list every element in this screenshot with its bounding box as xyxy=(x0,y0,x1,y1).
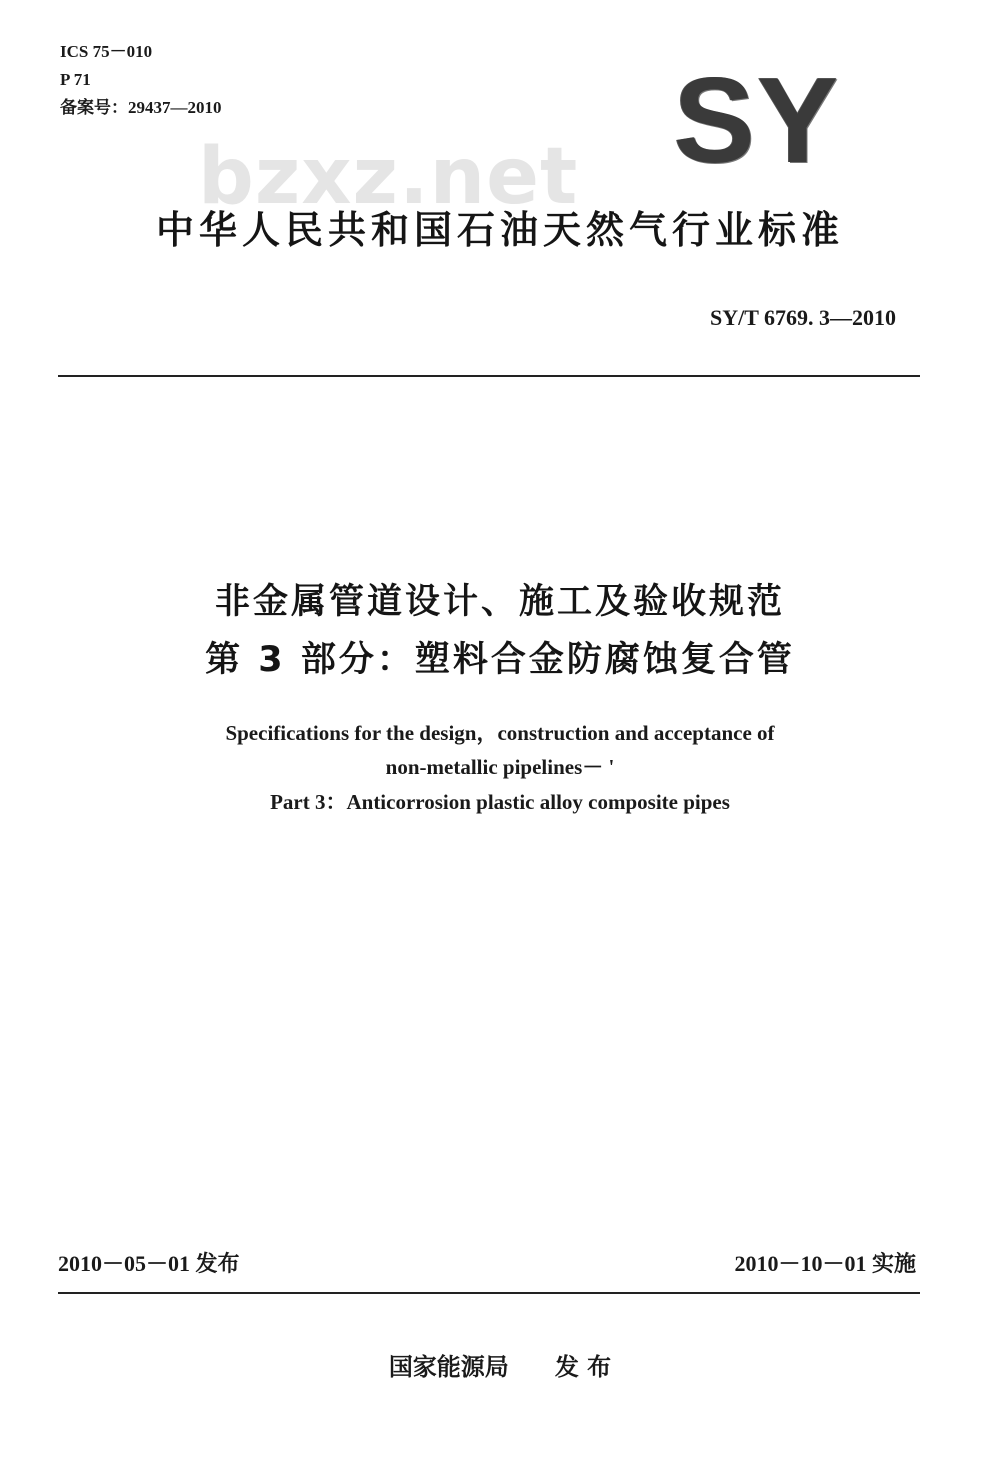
ics-code: ICS 75－010 xyxy=(60,42,153,61)
sy-logo-text: SY xyxy=(673,52,841,188)
bottom-divider xyxy=(58,1292,920,1294)
record-number: 备案号：29437—2010 xyxy=(60,98,222,117)
standard-number: SY/T 6769. 3—2010 xyxy=(709,305,896,330)
standard-category-title: 中华人民共和国石油天然气行业标准 xyxy=(155,208,844,252)
implementation-date: 2010－10－01 实施 xyxy=(734,1251,916,1276)
publisher-action: 发 布 xyxy=(554,1353,612,1381)
chinese-title-line-2: 第 3 部分：塑料合金防腐蚀复合管 xyxy=(205,640,795,680)
classification-code: P 71 xyxy=(60,70,91,89)
publisher-name: 国家能源局 xyxy=(388,1353,509,1381)
top-divider xyxy=(58,375,920,377)
english-title-line-2: non-metallic pipelines－ ' xyxy=(385,755,615,779)
issue-date: 2010－05－01 发布 xyxy=(58,1251,240,1276)
publisher-line xyxy=(0,1347,1000,1387)
watermark: bzxz.net xyxy=(198,132,579,222)
chinese-title-line-1: 非金属管道设计、施工及验收规范 xyxy=(214,582,785,622)
english-title-line-1: Specifications for the design，construction and acceptance of xyxy=(225,721,775,745)
english-title-line-3: Part 3：Anticorrosion plastic alloy composite pipes xyxy=(270,790,730,814)
sy-logo xyxy=(662,52,852,188)
